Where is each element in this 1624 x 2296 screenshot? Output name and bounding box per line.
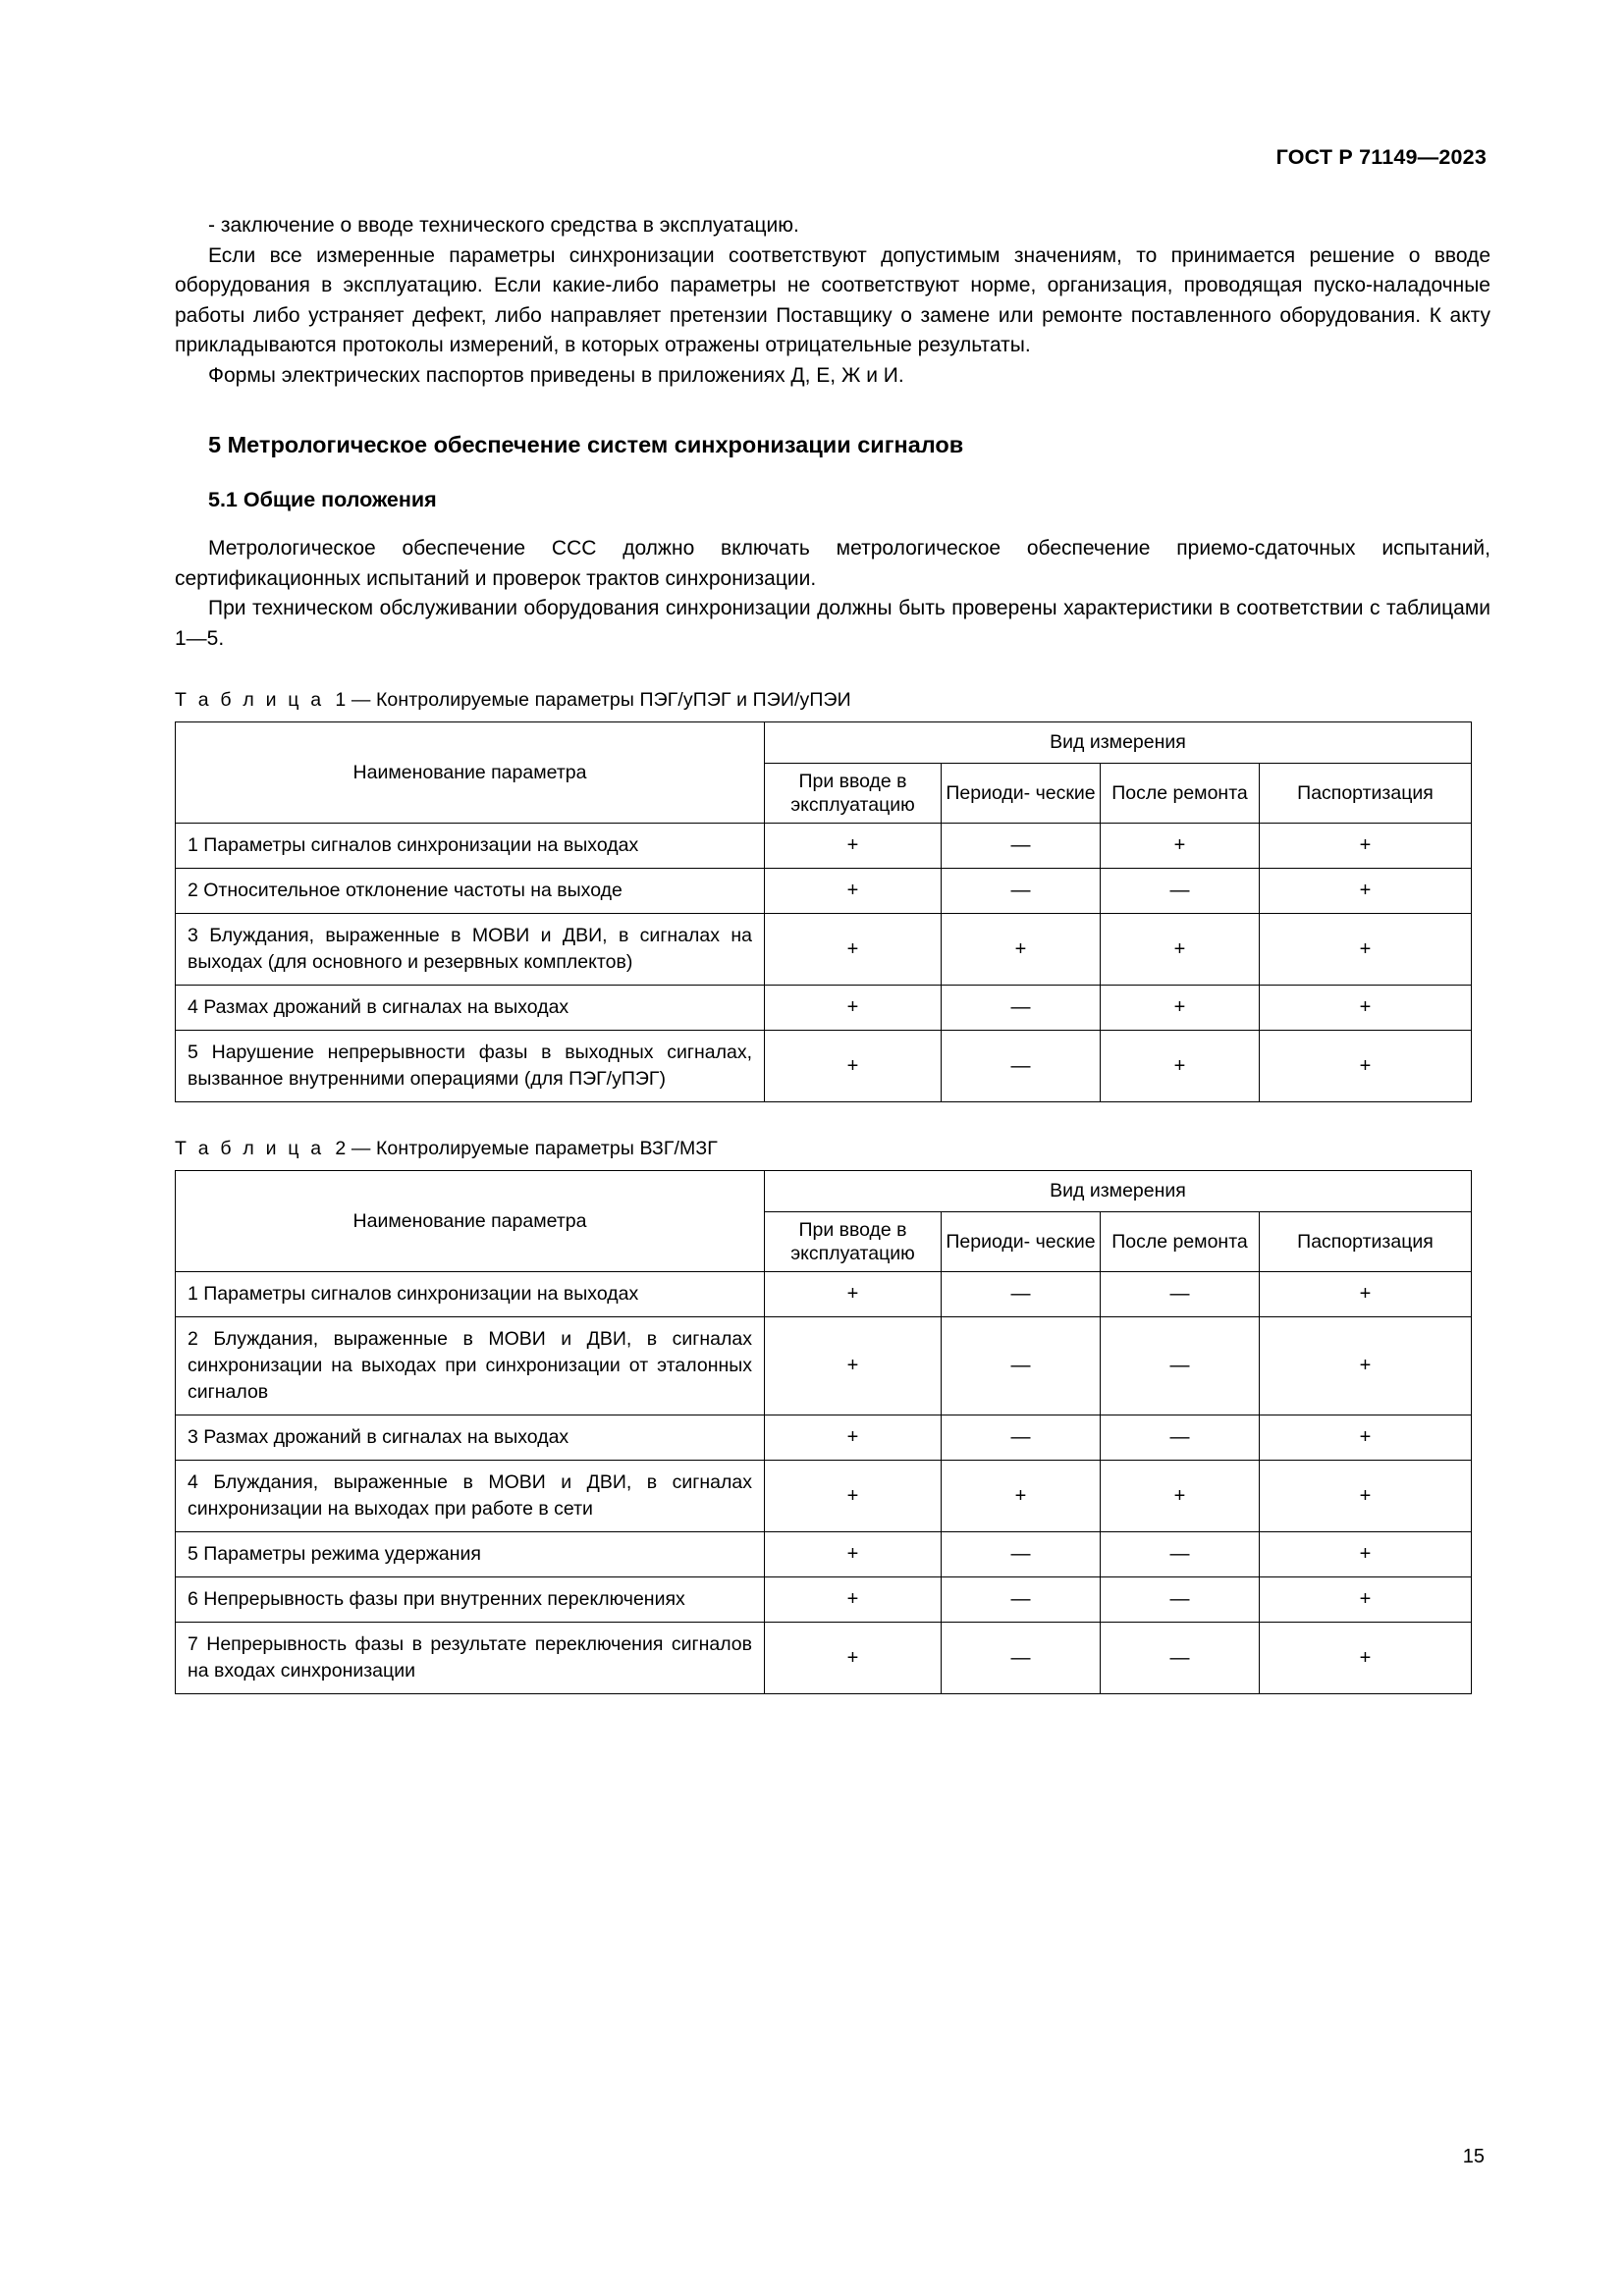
list-item: - заключение о вводе технического средства в эксплуатацию. — [208, 214, 799, 237]
table-2-caption-number: 2 — [335, 1138, 347, 1159]
table-2-subheader-3: После ремонта — [1101, 1212, 1260, 1272]
table-2-header-name: Наименование параметра — [176, 1171, 765, 1272]
table-2-row-2-val-2: — — [942, 1317, 1101, 1415]
table-1-caption-text: — Контролируемые параметры ПЭГ/уПЭГ и ПЭИ/уПЭИ — [351, 689, 851, 711]
table-1-row-4-val-4: + — [1260, 986, 1472, 1031]
table-2-row-3-val-1: + — [765, 1415, 942, 1461]
table-2-row-1-val-2: — — [942, 1272, 1101, 1317]
table-2-caption-label: Т а б л и ц а — [175, 1138, 325, 1159]
table-2-row-1-val-3: — — [1101, 1272, 1260, 1317]
page-content — [175, 211, 1490, 1694]
table-1-caption-number: 1 — [335, 689, 347, 711]
table-2-row-5-val-4: + — [1260, 1532, 1472, 1577]
table-1-row-4-val-2: — — [942, 986, 1101, 1031]
table-header-row — [176, 722, 1472, 764]
paragraph-intro: Если все измеренные параметры синхронизации соответствуют допустимым значениям, то принимается решение о вводе оборудования в эксплуатацию. Если какие-либо параметры не соответствуют норме, организация, проводящая пуско-наладочные работы либо устраняет дефект, либо направляет претензии Поставщику о замене или ремонте поставленного оборудования. К акту прикладываются протоколы измерений, в которых отражены отрицательные результаты. — [175, 243, 1490, 356]
table-1-row-2-val-2: — — [942, 869, 1101, 914]
table-2-caption-text: — Контролируемые параметры ВЗГ/МЗГ — [351, 1138, 718, 1159]
table-2-subheader-4: Паспортизация — [1260, 1212, 1472, 1272]
paragraph-metrology: Метрологическое обеспечение ССС должно включать метрологическое обеспечение приемо-сдаточных испытаний, сертификационных испытаний и проверок трактов синхронизации. — [175, 537, 1490, 590]
table-1-row-5-val-2: — — [942, 1031, 1101, 1102]
table-1-row-2-name: 2 Относительное отклонение частоты на выходе — [176, 869, 765, 914]
table-2-row-1-val-1: + — [765, 1272, 942, 1317]
table-2-header-group: Вид измерения — [765, 1171, 1472, 1212]
table-2-wrapper — [175, 1170, 1490, 1694]
table-2-row-7-name: 7 Непрерывность фазы в результате переключения сигналов на входах синхронизации — [176, 1623, 765, 1694]
table-2-row-4-val-3: + — [1101, 1461, 1260, 1532]
paragraph-forms: Формы электрических паспортов приведены в приложениях Д, Е, Ж и И. — [208, 363, 904, 387]
table-1-row-1-val-2: — — [942, 824, 1101, 869]
table-2-row-7-val-1: + — [765, 1623, 942, 1694]
table-2-row-1-val-4: + — [1260, 1272, 1472, 1317]
table-2-row-6-val-3: — — [1101, 1577, 1260, 1623]
paragraph-maintenance: При техническом обслуживании оборудования синхронизации должны быть проверены характеристики в соответствии с таблицами 1—5. — [175, 597, 1490, 650]
section-heading-5: 5 Метрологическое обеспечение систем синхронизации сигналов — [208, 432, 964, 457]
table-2 — [175, 1170, 1472, 1694]
table-row — [176, 986, 1472, 1031]
table-1-row-1-val-4: + — [1260, 824, 1472, 869]
table-1-row-3-val-2: + — [942, 914, 1101, 986]
table-2-row-2-val-3: — — [1101, 1317, 1260, 1415]
table-2-subheader-2: Периоди- ческие — [942, 1212, 1101, 1272]
table-1 — [175, 721, 1472, 1102]
table-2-row-2-val-4: + — [1260, 1317, 1472, 1415]
table-1-row-2-val-4: + — [1260, 869, 1472, 914]
table-row — [176, 1623, 1472, 1694]
table-row — [176, 1577, 1472, 1623]
table-2-row-4-val-4: + — [1260, 1461, 1472, 1532]
table-1-caption — [175, 689, 1490, 712]
table-2-row-5-val-1: + — [765, 1532, 942, 1577]
table-2-row-5-val-3: — — [1101, 1532, 1260, 1577]
table-1-subheader-4: Паспортизация — [1260, 764, 1472, 824]
table-1-row-2-val-1: + — [765, 869, 942, 914]
table-1-row-5-val-4: + — [1260, 1031, 1472, 1102]
table-1-wrapper — [175, 721, 1490, 1102]
table-row — [176, 914, 1472, 986]
table-1-header-name: Наименование параметра — [176, 722, 765, 824]
table-2-row-5-name: 5 Параметры режима удержания — [176, 1532, 765, 1577]
table-row — [176, 1461, 1472, 1532]
table-2-row-7-val-2: — — [942, 1623, 1101, 1694]
table-2-row-1-name: 1 Параметры сигналов синхронизации на выходах — [176, 1272, 765, 1317]
table-2-caption — [175, 1138, 1490, 1160]
table-2-row-6-val-4: + — [1260, 1577, 1472, 1623]
table-row — [176, 1272, 1472, 1317]
table-2-row-3-val-4: + — [1260, 1415, 1472, 1461]
table-1-row-3-name: 3 Блуждания, выраженные в МОВИ и ДВИ, в сигналах на выходах (для основного и резервных комплектов) — [176, 914, 765, 986]
table-1-row-5-val-1: + — [765, 1031, 942, 1102]
table-1-row-2-val-3: — — [1101, 869, 1260, 914]
table-1-row-3-val-1: + — [765, 914, 942, 986]
table-2-row-6-val-2: — — [942, 1577, 1101, 1623]
subsection-heading-5-1: 5.1 Общие положения — [208, 488, 437, 511]
table-2-row-4-val-2: + — [942, 1461, 1101, 1532]
table-2-subheader-1: При вводе в эксплуатацию — [765, 1212, 942, 1272]
table-1-header-group: Вид измерения — [765, 722, 1472, 764]
table-2-row-3-val-3: — — [1101, 1415, 1260, 1461]
table-1-row-1-val-3: + — [1101, 824, 1260, 869]
table-1-row-5-val-3: + — [1101, 1031, 1260, 1102]
table-2-row-4-val-1: + — [765, 1461, 942, 1532]
table-1-row-4-name: 4 Размах дрожаний в сигналах на выходах — [176, 986, 765, 1031]
table-2-row-5-val-2: — — [942, 1532, 1101, 1577]
table-1-subheader-3: После ремонта — [1101, 764, 1260, 824]
table-row — [176, 869, 1472, 914]
table-2-row-7-val-3: — — [1101, 1623, 1260, 1694]
table-1-row-5-name: 5 Нарушение непрерывности фазы в выходных сигналах, вызванное внутренними операциями (для ПЭГ/уПЭГ) — [176, 1031, 765, 1102]
table-row — [176, 1415, 1472, 1461]
table-2-row-2-name: 2 Блуждания, выраженные в МОВИ и ДВИ, в сигналах синхронизации на выходах при синхронизации от эталонных сигналов — [176, 1317, 765, 1415]
table-1-row-1-val-1: + — [765, 824, 942, 869]
table-1-row-4-val-1: + — [765, 986, 942, 1031]
table-header-row — [176, 1171, 1472, 1212]
table-2-row-4-name: 4 Блуждания, выраженные в МОВИ и ДВИ, в сигналах синхронизации на выходах при работе в сети — [176, 1461, 765, 1532]
page-header: ГОСТ Р 71149—2023 — [1275, 145, 1487, 169]
page-number: 15 — [1462, 2146, 1485, 2167]
table-2-row-3-val-2: — — [942, 1415, 1101, 1461]
table-row — [176, 1317, 1472, 1415]
table-1-subheader-2: Периоди- ческие — [942, 764, 1101, 824]
table-row — [176, 1031, 1472, 1102]
table-row — [176, 1532, 1472, 1577]
table-1-row-3-val-3: + — [1101, 914, 1260, 986]
table-2-row-7-val-4: + — [1260, 1623, 1472, 1694]
table-row — [176, 824, 1472, 869]
table-2-row-6-val-1: + — [765, 1577, 942, 1623]
table-2-row-3-name: 3 Размах дрожаний в сигналах на выходах — [176, 1415, 765, 1461]
table-2-row-2-val-1: + — [765, 1317, 942, 1415]
table-1-subheader-1: При вводе в эксплуатацию — [765, 764, 942, 824]
table-1-row-4-val-3: + — [1101, 986, 1260, 1031]
table-2-row-6-name: 6 Непрерывность фазы при внутренних переключениях — [176, 1577, 765, 1623]
table-1-row-1-name: 1 Параметры сигналов синхронизации на выходах — [176, 824, 765, 869]
table-1-caption-label: Т а б л и ц а — [175, 689, 325, 711]
table-1-row-3-val-4: + — [1260, 914, 1472, 986]
